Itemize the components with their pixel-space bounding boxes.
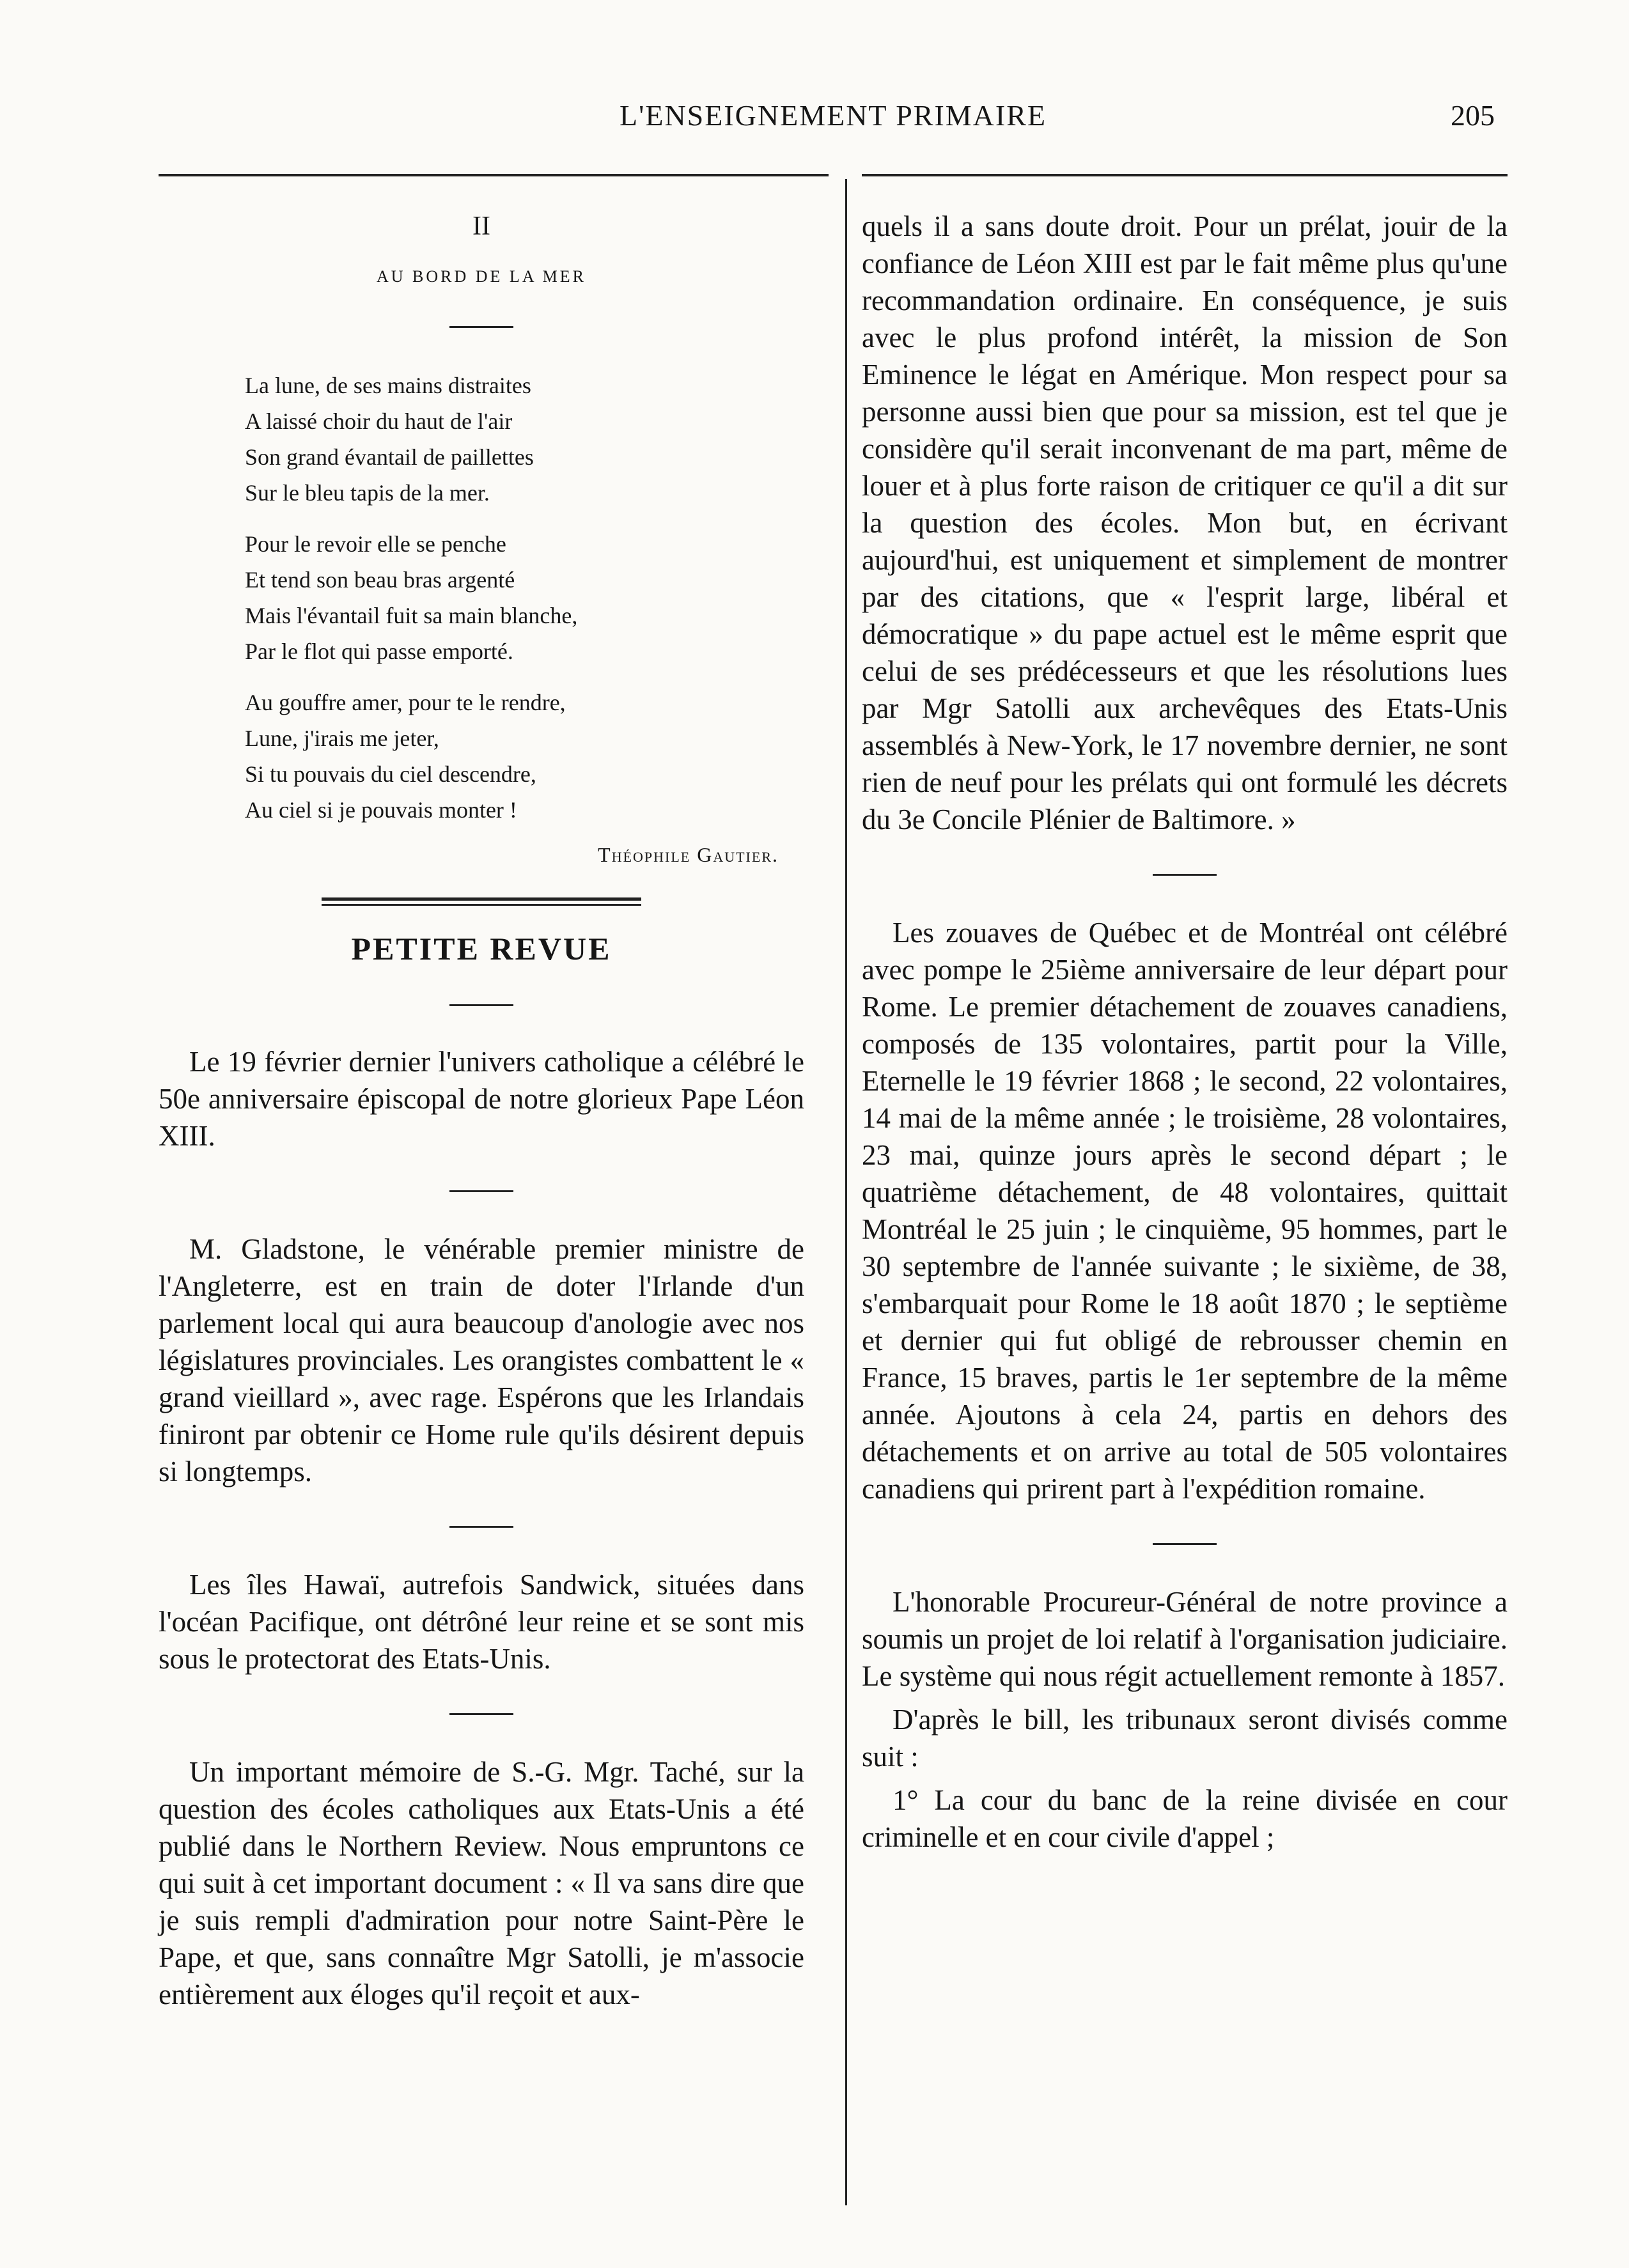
paragraph: L'honorable Procureur-Général de notre province a soumis un projet de loi relatif à l'organisation judiciaire. Le système qui nous régit actuellement remonte à 1857. xyxy=(862,1586,1508,1692)
verse-line: A laissé choir du haut de l'air xyxy=(245,408,513,434)
stanza xyxy=(245,368,804,511)
section-rule xyxy=(449,1713,513,1715)
page-number: 205 xyxy=(1451,99,1495,132)
paragraph: Les îles Hawaï, autrefois Sandwick, situées dans l'océan Pacifique, ont détrôné leur reine et se sont mis sous le protectorat des Etats-Unis. xyxy=(159,1569,804,1675)
page xyxy=(159,96,1508,2205)
verse-line: Pour le revoir elle se penche xyxy=(245,531,506,557)
paragraph: D'après le bill, les tribunaux seront divisés comme suit : xyxy=(862,1704,1508,1773)
paragraph: Les zouaves de Québec et de Montréal ont célébré avec pompe le 25ième anniversaire de leur départ pour Rome. Le premier détachement de zouaves canadiens, composés de 135 volontaires, partit pour la Ville, Eternelle le 19 février 1868 ; le second, 22 volontaires, 14 mai de la même année ; le troisième, 28 volontaires, 23 mai, quinze jours après le second départ ; le quatrième détachement, de 48 volontaires, quittait Montréal le 25 juin ; le cinquième, 95 hommes, part le 30 septembre de l'année suivante ; le sixième, de 38, s'embarquait pour Rome le 18 août 1870 ; le septième et dernier qui fut obligé de rebrousser chemin en France, 15 braves, partis le 1er septembre de la même année. Ajoutons à cela 24, partis en dehors des détachements et on arrive au total de 505 volontaires canadiens qui prirent part à l'expédition romaine. xyxy=(862,917,1508,1505)
paragraph: quels il a sans doute droit. Pour un prélat, jouir de la confiance de Léon XIII est par le fait même plus qu'une recommandation ordinaire. En conséquence, je suis avec le plus profond intérêt, la mission de Son Eminence le légat en Amérique. Mon respect pour sa personne aussi bien que pour sa mission, est tel que je considère qu'il serait inconvenant de ma part, même de louer et à plus forte raison de critiquer ce qu'il a dit sur la question des écoles. Mon but, en écrivant aujourd'hui, est uniquement et simplement de montrer par des citations, que « l'esprit large, libéral et démocratique » du pape actuel est le même esprit que celui de ses prédécesseurs et que les résolutions lues par Mgr Satolli aux archevêques des Etats-Unis assemblés à New-York, le 17 novembre dernier, ne sont rien de neuf pour les prélats qui ont formulé les décrets du 3e Concile Plénier de Baltimore. » xyxy=(862,210,1508,835)
poem-author: Théophile Gautier. xyxy=(598,843,779,866)
verse-line: Si tu pouvais du ciel descendre, xyxy=(245,761,536,787)
list-item: 1° La cour du banc de la reine divisée en cour criminelle et en cour civile d'appel ; xyxy=(862,1784,1508,1853)
running-title: L'ENSEIGNEMENT PRIMAIRE xyxy=(619,99,1047,132)
verse-line: Sur le bleu tapis de la mer. xyxy=(245,480,490,506)
verse-line: La lune, de ses mains distraites xyxy=(245,373,531,398)
header-rule-left xyxy=(159,174,829,176)
section-rule xyxy=(449,1004,513,1006)
header-rule-right xyxy=(862,174,1508,176)
verse-line: Et tend son beau bras argenté xyxy=(245,567,515,593)
running-head xyxy=(159,96,1508,147)
section-rule xyxy=(449,1526,513,1528)
verse-line: Au ciel si je pouvais monter ! xyxy=(245,797,517,823)
right-column xyxy=(862,208,1508,1856)
poem xyxy=(245,368,804,828)
section-rule xyxy=(449,326,513,328)
paragraph: Un important mémoire de S.-G. Mgr. Taché, sur la question des écoles catholiques aux Etats-Unis a été publié dans le Northern Review. Nous empruntons ce qui suit à cet important document : « Il va sans dire que je suis rempli d'admiration pour notre Saint-Père le Pape, et que, sans connaître Mgr Satolli, je m'associe entièrement aux éloges qu'il reçoit et aux- xyxy=(159,1756,804,2010)
left-column xyxy=(159,208,804,2013)
section-rule xyxy=(449,1190,513,1192)
column-divider xyxy=(845,179,847,2205)
double-rule xyxy=(322,897,641,906)
poem-number: II xyxy=(472,212,490,241)
paragraph: Le 19 février dernier l'univers catholique a célébré le 50e anniversaire épiscopal de notre glorieux Pape Léon XIII. xyxy=(159,1046,804,1152)
section-heading: PETITE REVUE xyxy=(351,931,612,967)
stanza xyxy=(245,526,804,669)
verse-line: Mais l'évantail fuit sa main blanche, xyxy=(245,603,578,628)
stanza xyxy=(245,685,804,828)
verse-line: Au gouffre amer, pour te le rendre, xyxy=(245,690,566,715)
verse-line: Par le flot qui passe emporté. xyxy=(245,639,513,664)
paragraph: M. Gladstone, le vénérable premier ministre de l'Angleterre, est en train de doter l'Irlande d'un parlement local qui aura beaucoup d'anologie avec nos législatures provinciales. Les orangistes combattent le « grand vieillard », avec rage. Espérons que les Irlandais finiront par obtenir ce Home rule qu'ils désirent depuis si longtemps. xyxy=(159,1233,804,1487)
verse-line: Son grand évantail de paillettes xyxy=(245,444,534,470)
section-rule xyxy=(1153,1543,1217,1545)
section-rule xyxy=(1153,874,1217,876)
poem-title: AU BORD DE LA MER xyxy=(376,267,586,286)
verse-line: Lune, j'irais me jeter, xyxy=(245,726,439,751)
